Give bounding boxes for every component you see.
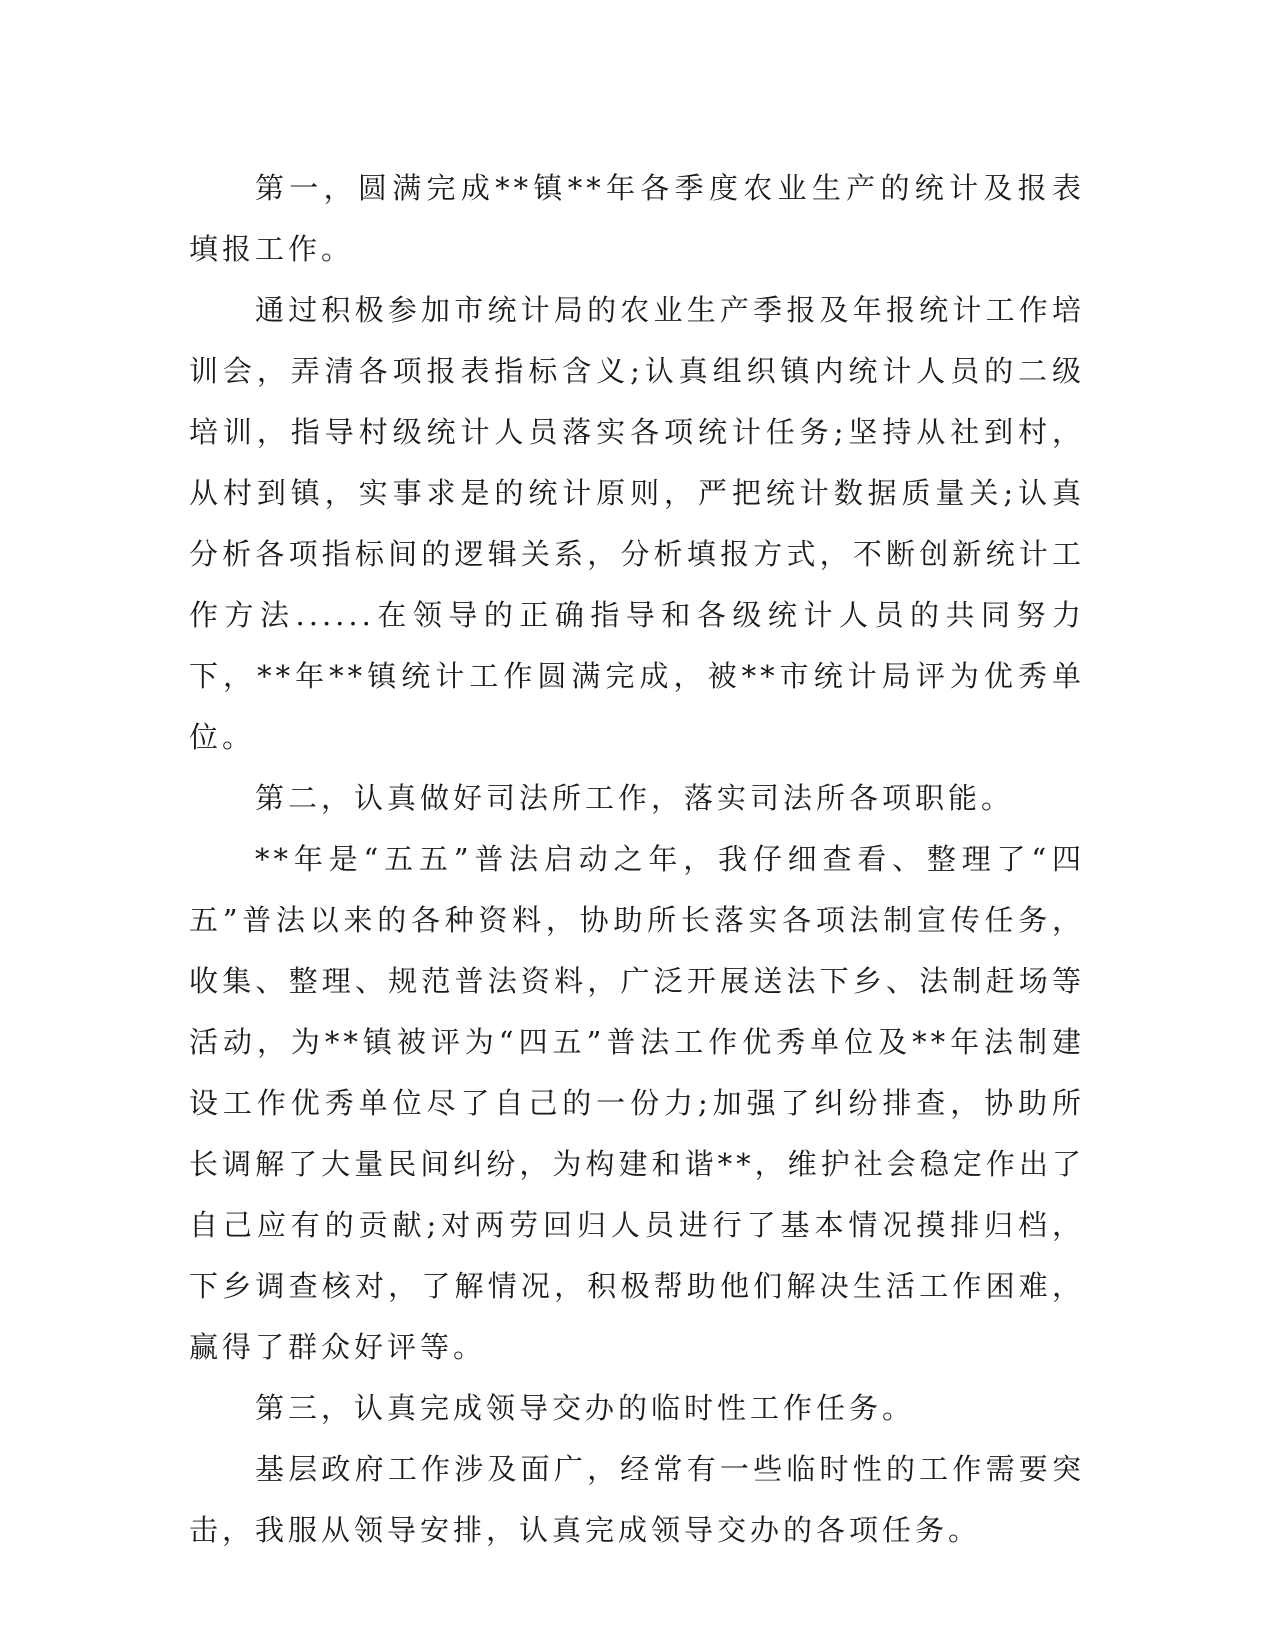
document-body bbox=[189, 158, 1085, 1561]
paragraph-body-3: 基层政府工作涉及面广，经常有一些临时性的工作需要突击，我服从领导安排，认真完成领导交办的各项任务。 bbox=[189, 1452, 1085, 1547]
paragraph-body-2: **年是“五五”普法启动之年，我仔细查看、整理了“四五”普法以来的各种资料，协助所长落实各项法制宣传任务，收集、整理、规范普法资料，广泛开展送法下乡、法制赶场等活动，为**镇被评为“四五”普法工作优秀单位及**年法制建设工作优秀单位尽了自己的一份力;加强了纠纷排查，协助所长调解了大量民间纠纷，为构建和谐**，维护社会稳定作出了自己应有的贡献;对两劳回归人员进行了基本情况摸排归档，下乡调查核对，了解情况，积极帮助他们解决生活工作困难，赢得了群众好评等。 bbox=[189, 842, 1085, 1364]
paragraph-heading-1: 第一，圆满完成**镇**年各季度农业生产的统计及报表填报工作。 bbox=[189, 171, 1085, 266]
paragraph-heading-2: 第二，认真做好司法所工作，落实司法所各项职能。 bbox=[255, 781, 1015, 815]
paragraph-heading-3: 第三，认真完成领导交办的临时性工作任务。 bbox=[255, 1391, 916, 1425]
paragraph-body-1: 通过积极参加市统计局的农业生产季报及年报统计工作培训会，弄清各项报表指标含义;认真组织镇内统计人员的二级培训，指导村级统计人员落实各项统计任务;坚持从社到村，从村到镇，实事求是的统计原则，严把统计数据质量关;认真分析各项指标间的逻辑关系，分析填报方式，不断创新统计工作方法......在领导的正确指导和各级统计人员的共同努力下，**年**镇统计工作圆满完成，被**市统计局评为优秀单位。 bbox=[189, 293, 1085, 754]
